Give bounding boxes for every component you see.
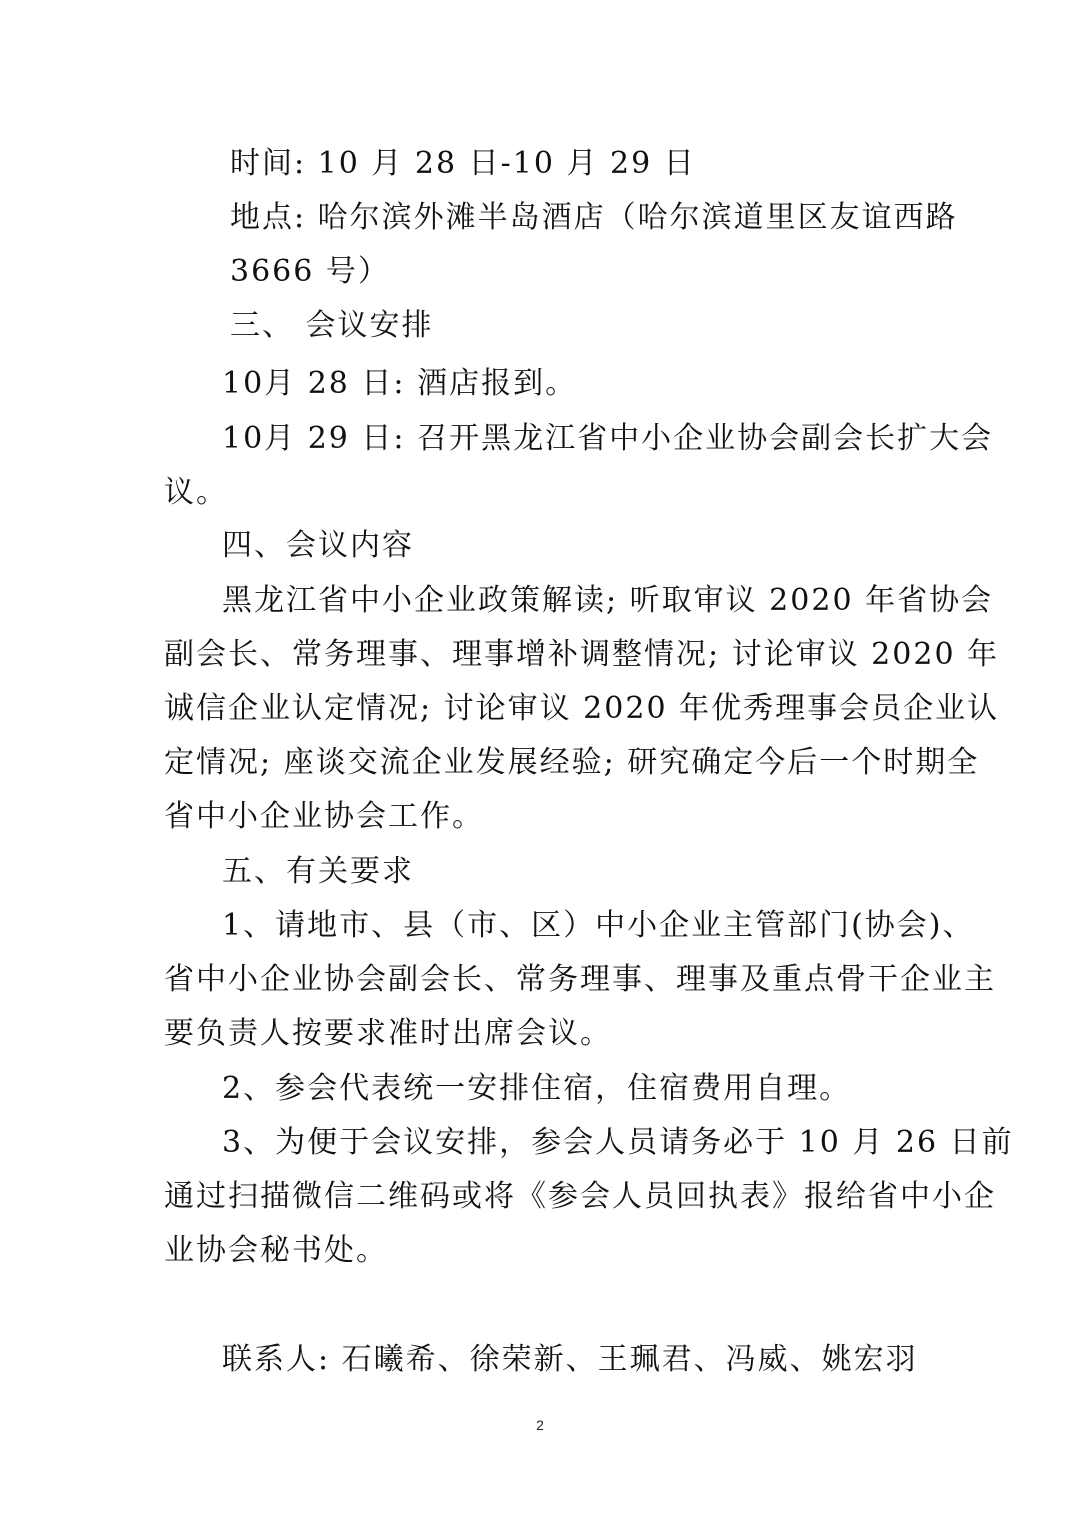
content-paragraph-line-5: 省中小企业协会工作。: [164, 799, 484, 834]
requirement-3-line-2: 通过扫描微信二维码或将《参会人员回执表》报给省中小企: [164, 1179, 996, 1214]
requirement-1-line-2: 省中小企业协会副会长、常务理事、理事及重点骨干企业主: [164, 962, 996, 997]
content-paragraph-line-1: 黑龙江省中小企业政策解读; 听取审议 2020 年省协会: [222, 583, 994, 618]
requirement-3-line-1: 3、为便于会议安排，参会人员请务必于 10 月 26 日前: [222, 1125, 1014, 1160]
page-number: 2: [536, 1417, 544, 1433]
section-heading-content: 四、会议内容: [222, 528, 414, 563]
contacts-line: 联系人: 石曦希、徐荣新、王珮君、冯威、姚宏羽: [222, 1342, 918, 1377]
meeting-location-line-continued: 3666 号）: [230, 254, 390, 289]
content-paragraph-line-4: 定情况; 座谈交流企业发展经验; 研究确定今后一个时期全: [164, 745, 980, 780]
meeting-time-line: 时间: 10 月 28 日-10 月 29 日: [230, 146, 696, 181]
requirement-2: 2、参会代表统一安排住宿，住宿费用自理。: [222, 1071, 852, 1106]
requirement-3-line-3: 业协会秘书处。: [164, 1233, 388, 1268]
requirement-1-line-1: 1、请地市、县（市、区）中小企业主管部门(协会)、: [222, 908, 975, 943]
schedule-day-2: 10月 29 日: 召开黑龙江省中小企业协会副会长扩大会: [222, 421, 994, 456]
content-paragraph-line-3: 诚信企业认定情况; 讨论审议 2020 年优秀理事会员企业认: [164, 691, 1000, 726]
requirement-1-line-3: 要负责人按要求准时出席会议。: [164, 1016, 612, 1051]
content-paragraph-line-2: 副会长、常务理事、理事增补调整情况; 讨论审议 2020 年: [164, 637, 1000, 672]
section-heading-requirements: 五、有关要求: [222, 854, 414, 889]
section-heading-schedule: 三、 会议安排: [230, 308, 434, 343]
meeting-location-line: 地点: 哈尔滨外滩半岛酒店（哈尔滨道里区友谊西路: [230, 200, 958, 235]
schedule-day-2-continued: 议。: [164, 475, 228, 510]
schedule-day-1: 10月 28 日: 酒店报到。: [222, 366, 578, 401]
